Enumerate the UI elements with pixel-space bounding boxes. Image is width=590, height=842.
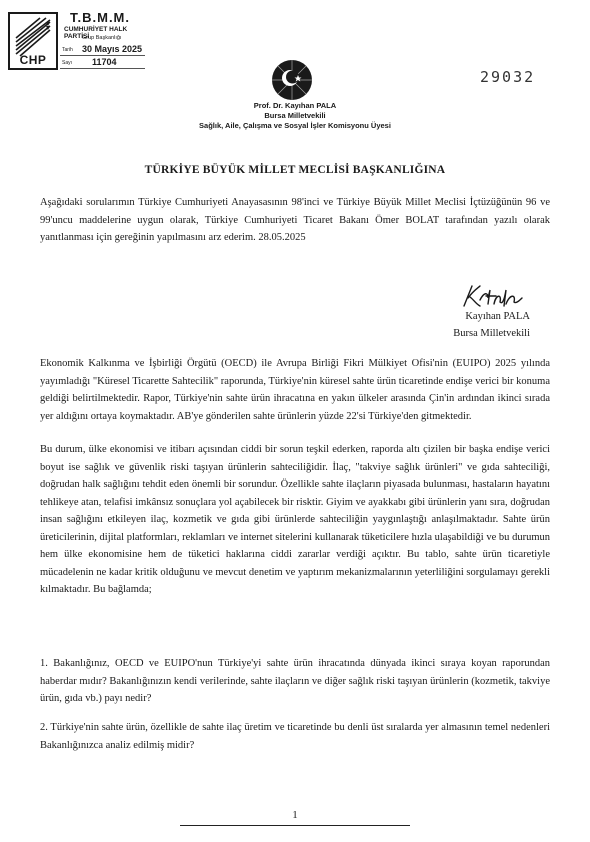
stamp-divider xyxy=(60,68,145,69)
mp-committee: Sağlık, Aile, Çalışma ve Sosyal İşler Komisyonu Üyesi xyxy=(199,121,391,130)
signature-title: Bursa Milletvekili xyxy=(453,328,530,339)
footer-rule xyxy=(180,825,410,826)
body-paragraph-2: Bu durum, ülke ekonomisi ve itibarı açısından ciddi bir sorun teşkil ederken, raporda altı çizilen bir başka endişe verici boyut ise sağlık ve güvenlik riski taşıyan ürünlerin sahteciliğidir. İlaç, "takviye sağlık ürünleri" ve gıda sahteciliği, doğrudan halk sağlığını tehdit eden önemli bir sorundur. Özellikle sahte ilaçların piyasada bulunması, hastaların hayatını tehlikeye atan, telafisi imkânsız sonuçlara yol açabilecek bir risktir. Giyim ve ayakkabı gibi ürünlerin yanı sıra, doğrudan insan sağlığını etkileyen ilaç, kozmetik ve gıda gibi ürünlerde sahteciliğin yaygınlaştığı anlaşılmaktadır. Sahte ürün üreticilerinin, dijital platformları, reklamları ve internet sitelerini kullanarak tüketicilere hızla ulaşabildiği ve bu durumun hem ülke ekonomisine hem de tüketici haklarına ciddi zararlar verdiği açıktır. Bu tablo, sahte ürün ticaretiyle mücadelenin ne kadar kritik olduğunu ve mevcut denetim ve yaptırım mekanizmalarının yeterliliğini sorgulamayı gerekli kılmaktadır. Bu bağlamda; xyxy=(40,444,550,595)
stamp-divider xyxy=(60,55,145,56)
question-1: 1. Bakanlığınız, OECD ve EUIPO'nun Türkiye'yi sahte ürün ihracatında dünyada ikinci sıraya koyan raporundan haberdar mıdır? Bakanlığınızın kendi verilerinde, sahte ilaçların ve diğer sağlık riski taşıyan ürünlerin (kozmetik, takviye ürün, gıda vb.) payı nedir? xyxy=(40,658,550,704)
document-number: 29032 xyxy=(480,68,536,86)
stamp-number-label: Sayı xyxy=(62,60,73,66)
stamp-number-value: 11704 xyxy=(92,57,117,67)
body-paragraph-1: Ekonomik Kalkınma ve İşbirliği Örgütü (OECD) ile Avrupa Birliği Fikri Mülkiyet Ofisi'nin (EUIPO) 2025 yılında yayımladığı "Küresel Ticarette Sahtecilik" raporunda, Türkiye'nin küresel sahte ürün ticaretinde endişe verici bir konuma geldiği belirtilmektedir. Rapor, Türkiye'nin sahte ürün ihracatına en yakın ülkeler arasında Çin'in ardından ikinci sırada yer aldığını ortaya koymaktadır. AB'ye gönderilen sahte ürünlerin yüzde 22'si Türkiye'den gitmektedir. xyxy=(40,358,550,422)
header-stamp xyxy=(4,8,154,80)
stamp-date-value: 30 Mayıs 2025 xyxy=(82,44,143,54)
mp-name: Prof. Dr. Kayıhan PALA xyxy=(253,101,337,110)
page-number: 1 xyxy=(292,809,298,821)
stamp-date-label: Tarih xyxy=(62,47,73,53)
document-heading: TÜRKİYE BÜYÜK MİLLET MECLİSİ BAŞKANLIĞINA xyxy=(144,164,446,176)
stamp-party-name: CUMHURİYET HALK PARTİSİ xyxy=(64,26,128,40)
tbmm-emblem-icon xyxy=(270,58,314,102)
stamp-group: Grup Başkanlığı xyxy=(82,35,122,41)
six-arrows-icon xyxy=(13,16,53,58)
chp-logo-text: CHP xyxy=(19,53,47,67)
stamp-institution: T.B.M.M. xyxy=(70,10,130,25)
mp-constituency: Bursa Milletvekili xyxy=(264,111,326,120)
question-2: 2. Türkiye'nin sahte ürün, özellikle de sahte ilaç üretim ve ticaretinde bu denli üst sıralarda yer almasının temel nedenleri Bakanlığınızca analiz edilmiş midir? xyxy=(40,722,550,751)
intro-paragraph: Aşağıdaki sorularımın Türkiye Cumhuriyeti Anayasasının 98'inci ve Türkiye Büyük Millet Meclisi İçtüzüğünün 96 ve 99'uncu maddelerine uygun olarak, Türkiye Cumhuriyeti Ticaret Bakanı Ömer BOLAT tarafından yazılı olarak yanıtlanması için gereğinin yapılmasını arz ederim. 28.05.2025 xyxy=(40,197,550,243)
chp-party-logo xyxy=(8,12,58,70)
signature-name: Kayıhan PALA xyxy=(465,311,530,322)
